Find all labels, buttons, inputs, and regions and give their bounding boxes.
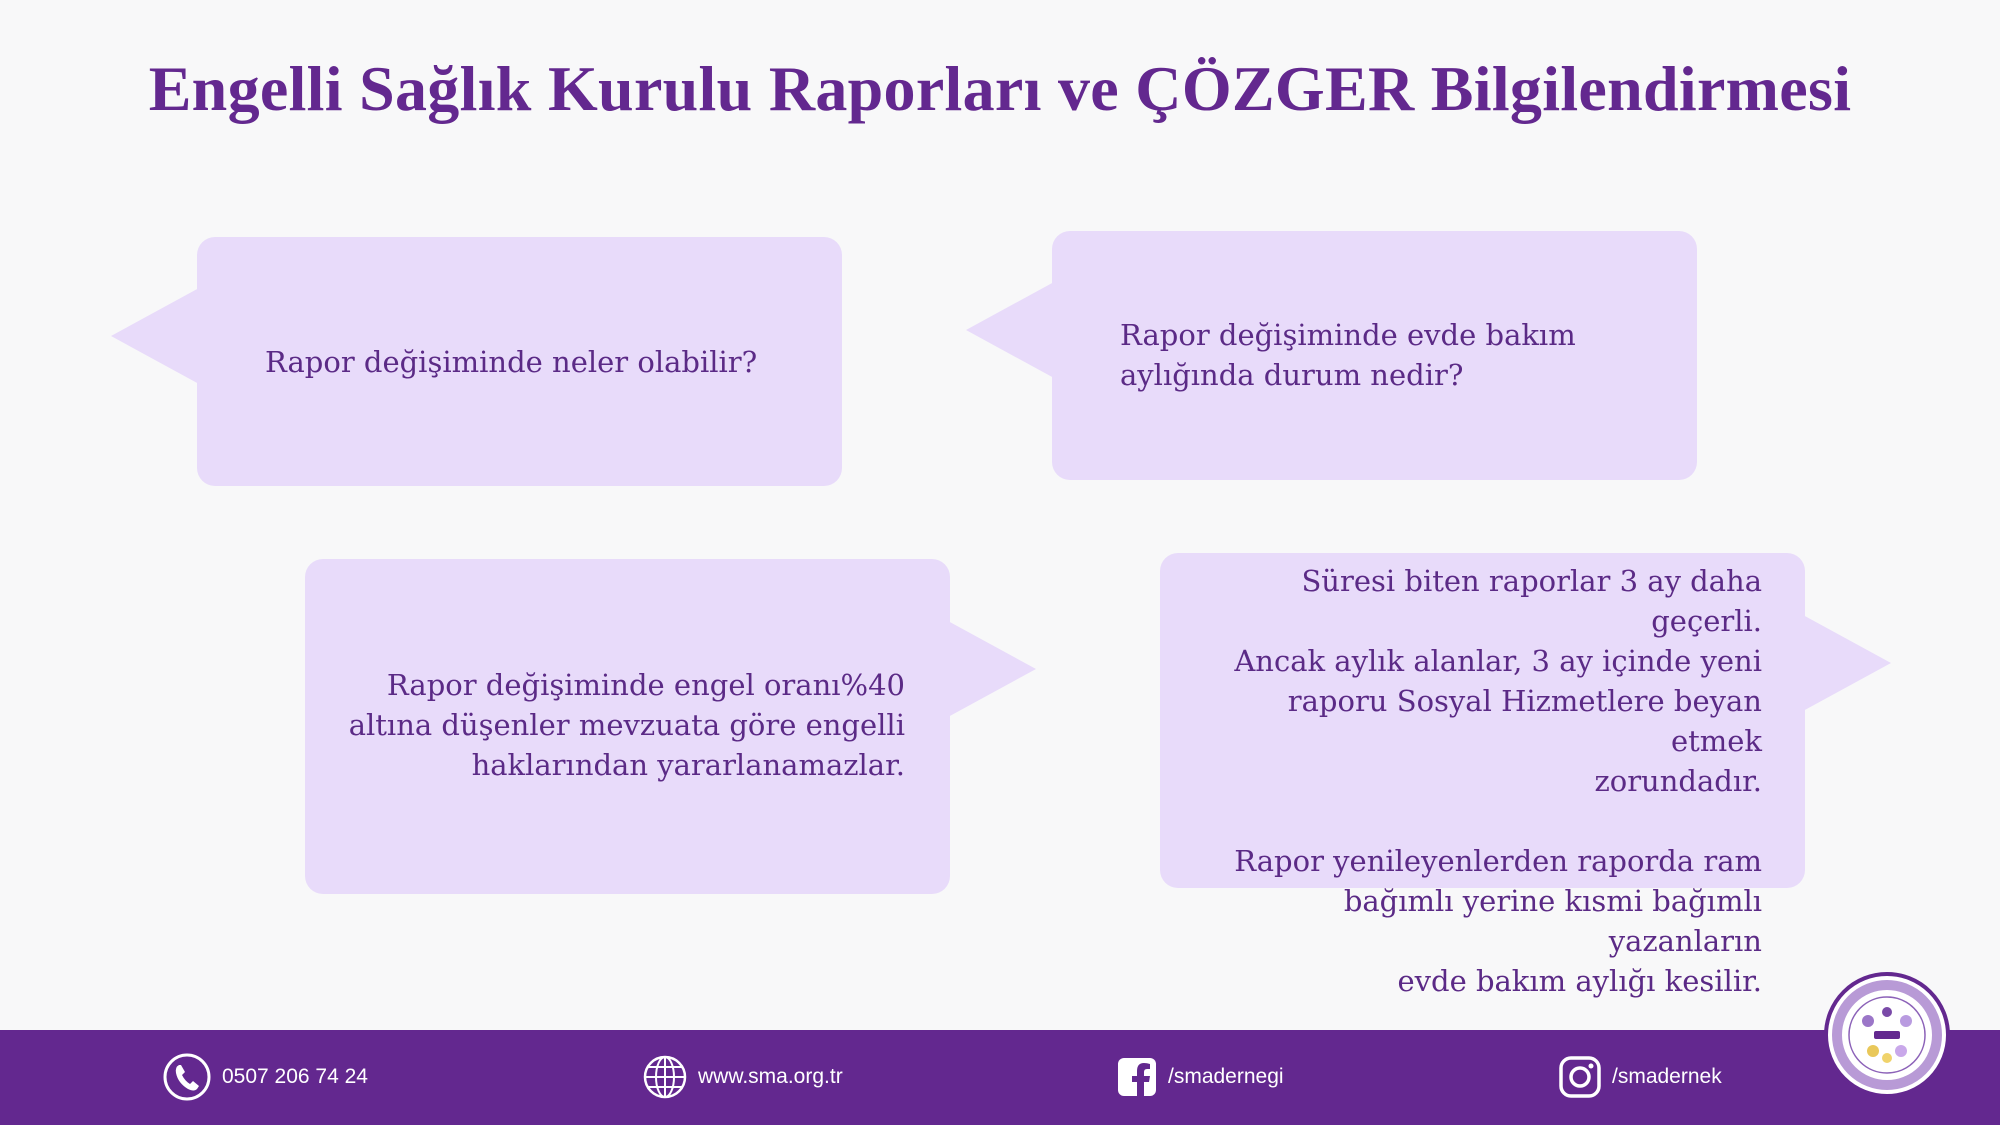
phone-icon bbox=[162, 1052, 212, 1102]
bubble-line: raporu Sosyal Hizmetlere beyan etmek bbox=[1287, 684, 1762, 758]
bubble-tail bbox=[111, 288, 199, 384]
association-seal-logo bbox=[1828, 976, 1946, 1094]
bubble-text bbox=[345, 665, 905, 785]
bubble-line: Rapor değişiminde engel oranı%40 bbox=[386, 668, 905, 702]
bubble-text bbox=[1120, 315, 1660, 395]
association-logo bbox=[1824, 972, 1950, 1098]
bubble-line: zorundadır. bbox=[1594, 764, 1762, 798]
bubble-line: evde bakım aylığı kesilir. bbox=[1397, 964, 1762, 998]
bubble-line: Rapor değişiminde neler olabilir? bbox=[265, 345, 758, 379]
page-title: Engelli Sağlık Kurulu Raporları ve ÇÖZGER Bilgilendirmesi bbox=[148, 53, 1852, 124]
speech-bubble-question-1 bbox=[197, 237, 842, 486]
footer-instagram[interactable] bbox=[1558, 1052, 1722, 1102]
bubble-text bbox=[1200, 561, 1762, 1001]
instagram-icon bbox=[1558, 1055, 1602, 1099]
bubble-line: bağımlı yerine kısmi bağımlı yazanların bbox=[1343, 884, 1762, 958]
bubble-tail bbox=[966, 282, 1054, 378]
footer-website[interactable] bbox=[642, 1052, 843, 1102]
bubble-line: haklarından yararlanamazlar. bbox=[471, 748, 905, 782]
bubble-line: Rapor yenileyenlerden raporda ram bbox=[1234, 844, 1762, 878]
globe-icon bbox=[642, 1054, 688, 1100]
footer-facebook[interactable] bbox=[1116, 1052, 1284, 1102]
facebook-handle: /smadernegi bbox=[1168, 1065, 1284, 1088]
facebook-icon bbox=[1116, 1056, 1158, 1098]
speech-bubble-question-2 bbox=[1052, 231, 1697, 480]
instagram-handle: /smadernek bbox=[1612, 1065, 1722, 1088]
footer-phone[interactable] bbox=[162, 1052, 368, 1102]
bubble-line: aylığında durum nedir? bbox=[1120, 358, 1464, 392]
bubble-text bbox=[265, 342, 805, 382]
footer-bar bbox=[0, 1030, 2000, 1125]
speech-bubble-answer-1 bbox=[305, 559, 950, 894]
phone-number: 0507 206 74 24 bbox=[222, 1065, 368, 1088]
bubble-line: Rapor değişiminde evde bakım bbox=[1120, 318, 1576, 352]
bubble-line: Ancak aylık alanlar, 3 ay içinde yeni bbox=[1234, 644, 1762, 678]
bubble-line: Süresi biten raporlar 3 ay daha geçerli. bbox=[1301, 564, 1762, 638]
bubble-tail bbox=[948, 621, 1036, 717]
website-link: www.sma.org.tr bbox=[698, 1065, 843, 1088]
bubble-tail bbox=[1803, 615, 1891, 711]
bubble-line: altına düşenler mevzuata göre engelli bbox=[348, 708, 905, 742]
speech-bubble-answer-2 bbox=[1160, 553, 1805, 998]
